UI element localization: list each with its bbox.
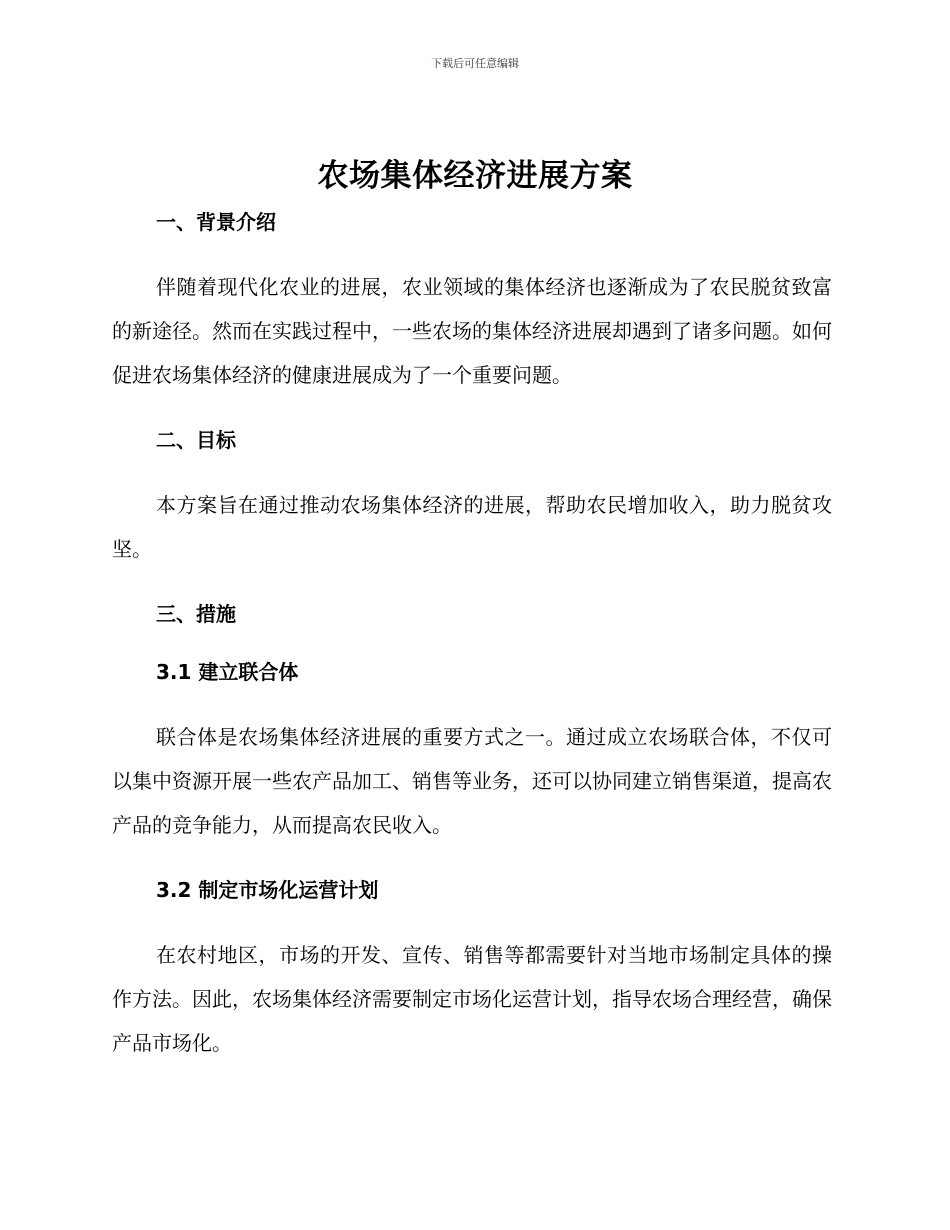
section-heading-goal: 二、目标	[156, 428, 236, 452]
document-body	[112, 205, 832, 1065]
section-paragraph-background: 伴随着现代化农业的进展，农业领域的集体经济也逐渐成为了农民脱贫致富的新途径。然而在实践过程中，一些农场的集体经济进展却遇到了诸多问题。如何促进农场集体经济的健康进展成为了一个重要问题。	[112, 275, 832, 387]
header-note: 下载后可任意编辑	[431, 57, 519, 70]
subsection-heading-alliance: 3.1 建立联合体	[156, 660, 299, 684]
section-heading-background: 一、背景介绍	[156, 210, 276, 234]
section-heading-measures: 三、措施	[156, 602, 236, 626]
subsection-paragraph-market-plan: 在农村地区，市场的开发、宣传、销售等都需要针对当地市场制定具体的操作方法。因此，农场集体经济需要制定市场化运营计划，指导农场合理经营，确保产品市场化。	[112, 943, 832, 1055]
subsection-heading-market-plan: 3.2 制定市场化运营计划	[156, 878, 379, 902]
subsection-paragraph-alliance: 联合体是农场集体经济进展的重要方式之一。通过成立农场联合体，不仅可以集中资源开展一些农产品加工、销售等业务，还可以协同建立销售渠道，提高农产品的竞争能力，从而提高农民收入。	[112, 725, 832, 837]
document-title: 农场集体经济进展方案	[317, 158, 633, 194]
section-paragraph-goal: 本方案旨在通过推动农场集体经济的进展，帮助农民增加收入，助力脱贫攻坚。	[112, 493, 832, 561]
